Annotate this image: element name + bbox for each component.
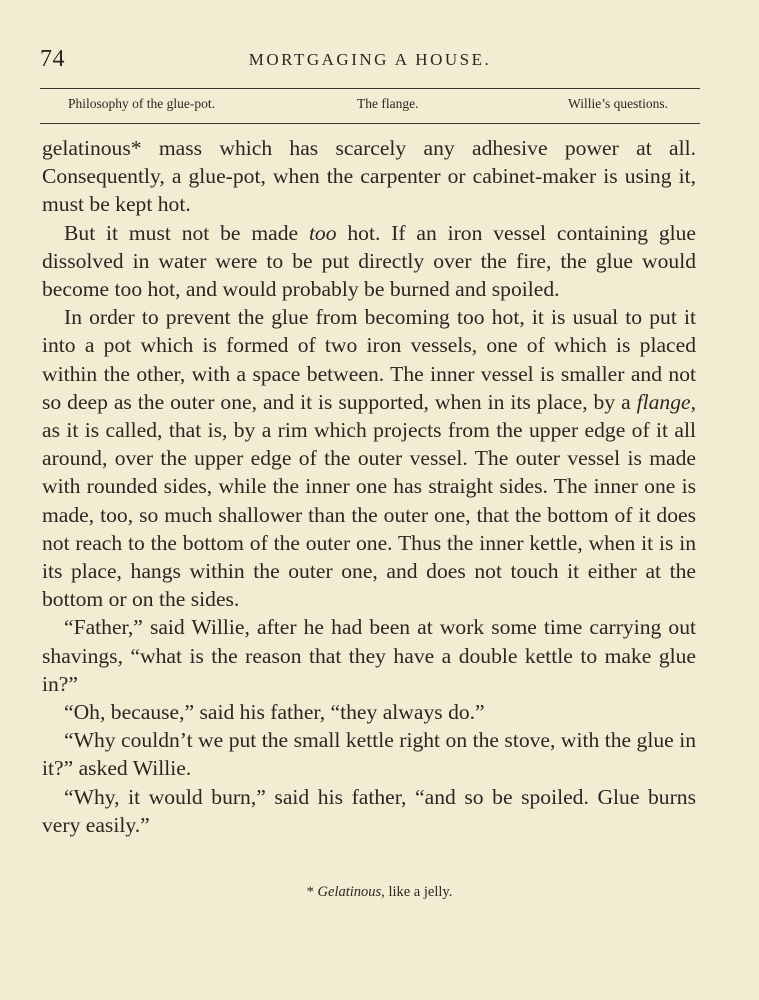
paragraph: “Oh, because,” said his father, “they always do.”: [64, 700, 485, 725]
header-rule-bottom: [40, 123, 700, 124]
paragraph: [42, 219, 696, 304]
paragraph: “Why couldn’t we put the small kettle right on the stove, with the glue in it?” asked Willie.: [42, 728, 696, 781]
running-head: [40, 46, 700, 76]
footnote-definition: like a jelly.: [384, 884, 453, 900]
emphasis: too: [308, 220, 337, 245]
paragraph: [42, 303, 696, 613]
footnote-term: Gelatinous,: [317, 884, 385, 900]
subhead-left: Philosophy of the glue-pot.: [68, 96, 215, 111]
paragraph: gelatinous* mass which has scarcely any adhesive power at all. Consequently, a glue-pot, when the carpenter or cabinet-maker is using it, must be kept hot.: [42, 136, 696, 217]
paragraph: “Father,” said Willie, after he had been at work some time carrying out shavings, “what is the reason that they have a double kettle to make glue in?”: [42, 615, 696, 696]
paragraph-text: hot. If an iron vessel containing glue dissolved in water were to be put directly over the fire, the glue would become too hot, and would probably be burned and spoiled.: [42, 220, 696, 302]
running-title: MORTGAGING A HOUSE.: [248, 50, 492, 69]
subhead-right: Willie’s questions.: [568, 96, 668, 111]
header-rule-top: [40, 88, 700, 89]
paragraph-text: But it must not be made: [64, 220, 309, 245]
page-number: 74: [40, 46, 65, 72]
footnote-marker: *: [306, 884, 314, 900]
footnote: [0, 884, 759, 901]
marginal-subheads: [40, 92, 700, 118]
paragraph-text: In order to prevent the glue from becoming too hot, it is usual to put it into a pot which is formed of two iron vessels, one of which is placed within the other, with a space between. The inner vessel is smaller and not so deep as the outer one, and it is supported, when in its place, by a: [42, 305, 696, 414]
emphasis: flange,: [636, 389, 696, 414]
subhead-center: The flange.: [357, 96, 419, 111]
body-text: [42, 134, 696, 839]
paragraph-text: as it is called, that is, by a rim which projects from the upper edge of it all around, over the upper edge of the outer vessel. The outer vessel is made with rounded sides, while the inner one has straight sides. The inner one is made, too, so much shallower than the outer one, that the bottom of it does not reach to the bottom of the outer one. Thus the inner kettle, when it is in its place, hangs within the outer one, and does not touch it either at the bottom or on the sides.: [42, 418, 696, 612]
paragraph: “Why, it would burn,” said his father, “and so be spoiled. Glue burns very easily.”: [42, 784, 696, 837]
